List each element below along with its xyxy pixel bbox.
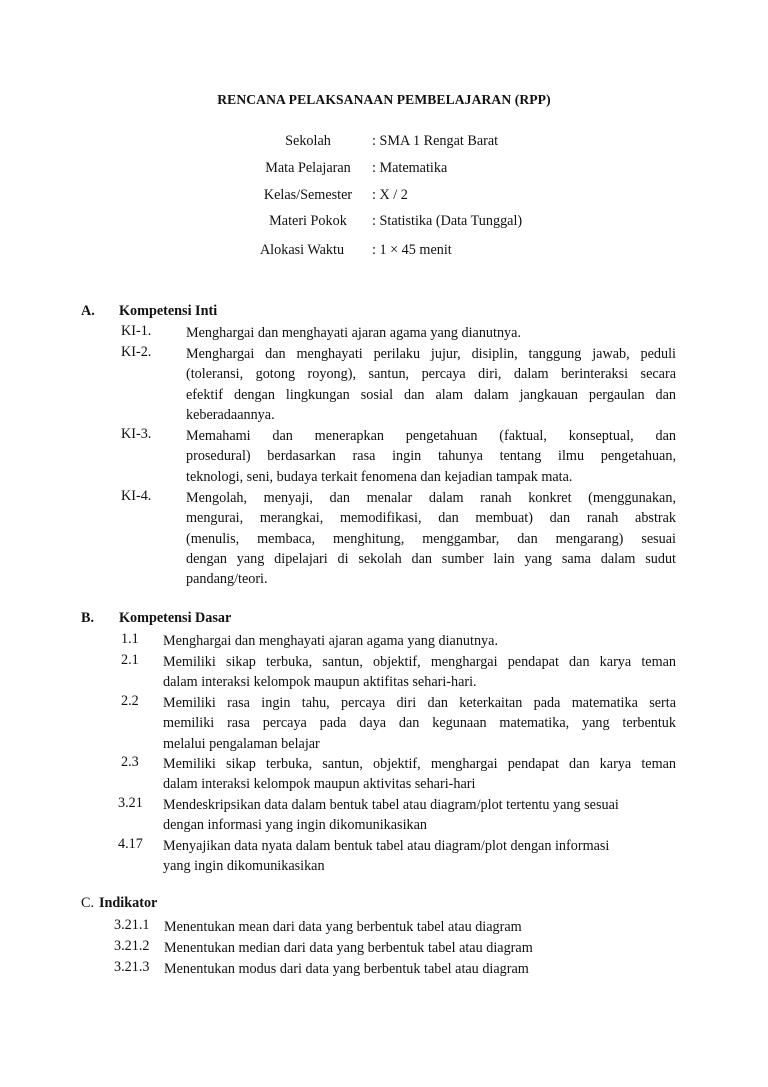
section-title: Kompetensi Inti bbox=[119, 303, 218, 319]
item-line: (toleransi, gotong royong), santun, percaya diri, dalam berinteraksi secara bbox=[186, 366, 676, 383]
item-number: 3.21.3 bbox=[114, 959, 150, 975]
item-line: Memiliki sikap terbuka, santun, objektif, menghargai pendapat dan karya teman bbox=[163, 654, 676, 670]
item-line: prosedural) berdasarkan rasa ingin tahunya tentang ilmu pengetahuan, bbox=[186, 448, 676, 465]
item-line: Menentukan modus dari data yang berbentuk tabel atau diagram bbox=[164, 961, 529, 977]
item-number: 2.3 bbox=[121, 754, 139, 770]
item-number: 3.21.1 bbox=[114, 917, 150, 933]
section-letter: C. bbox=[81, 895, 95, 911]
meta-value: : Statistika (Data Tunggal) bbox=[372, 213, 523, 229]
item-line: Menyajikan data nyata dalam bentuk tabel atau diagram/plot dengan informasi bbox=[163, 838, 610, 854]
item-line: melalui pengalaman belajar bbox=[163, 735, 320, 752]
meta-value: : Matematika bbox=[372, 160, 448, 176]
meta-row-mata-pelajaran bbox=[248, 160, 688, 180]
item-line: dalam interaksi kelompok maupun aktivitas sehari-hari bbox=[163, 776, 476, 793]
item-number: KI-2. bbox=[121, 344, 152, 360]
meta-value: : SMA 1 Rengat Barat bbox=[372, 133, 499, 149]
item-line: Menentukan median dari data yang berbentuk tabel atau diagram bbox=[164, 940, 533, 956]
meta-row-materi-pokok bbox=[248, 213, 688, 233]
item-line: Menghargai dan menghayati ajaran agama yang dianutnya. bbox=[186, 325, 521, 341]
section-title: Indikator bbox=[99, 895, 158, 911]
item-line: efektif dengan lingkungan sosial dan alam dalam jangkauan pergaulan dan bbox=[186, 386, 676, 403]
meta-key: Mata Pelajaran bbox=[265, 160, 351, 176]
item-line: keberadaannya. bbox=[186, 406, 275, 423]
item-line: mengurai, merangkai, memodifikasi, dan membuat) dan ranah abstrak bbox=[186, 510, 676, 527]
section-letter: A. bbox=[81, 303, 95, 319]
item-line: Menentukan mean dari data yang berbentuk tabel atau diagram bbox=[164, 919, 522, 935]
section-heading-c bbox=[81, 895, 157, 912]
item-number: KI-1. bbox=[121, 323, 152, 339]
item-number: KI-4. bbox=[121, 488, 152, 504]
item-number: KI-3. bbox=[121, 426, 152, 442]
meta-key: Kelas/Semester bbox=[263, 187, 353, 203]
item-number: 2.2 bbox=[121, 693, 139, 709]
section-letter: B. bbox=[81, 610, 95, 626]
item-line: yang ingin dikomunikasikan bbox=[163, 858, 325, 875]
item-line: pandang/teori. bbox=[186, 571, 268, 588]
item-line: memiliki rasa percaya pada daya dan kegunaan matematika, yang terbentuk bbox=[163, 715, 676, 732]
item-line: Memahami dan menerapkan pengetahuan (faktual, konseptual, dan bbox=[186, 428, 676, 444]
meta-value: : 1 × 45 menit bbox=[372, 242, 452, 258]
item-line: teknologi, seni, budaya terkait fenomena dan kejadian tampak mata. bbox=[186, 468, 573, 485]
section-heading-b bbox=[81, 610, 231, 627]
meta-key: Materi Pokok bbox=[269, 213, 347, 229]
item-line: (menulis, membaca, menghitung, menggambar, dan mengarang) sesuai bbox=[186, 530, 676, 547]
item-number: 2.1 bbox=[121, 652, 139, 668]
item-line: Mendeskripsikan data dalam bentuk tabel atau diagram/plot tertentu yang sesuai bbox=[163, 797, 619, 813]
meta-row-kelas-semester bbox=[248, 187, 688, 207]
meta-row-sekolah bbox=[248, 133, 688, 153]
item-line: Memiliki sikap terbuka, santun, objektif, menghargai pendapat dan karya teman bbox=[163, 756, 676, 772]
meta-row-alokasi-waktu bbox=[248, 242, 688, 262]
item-number: 3.21.2 bbox=[114, 938, 150, 954]
item-line: Mengolah, menyaji, dan menalar dalam ranah konkret (menggunakan, bbox=[186, 490, 676, 506]
item-line: Menghargai dan menghayati ajaran agama yang dianutnya. bbox=[163, 633, 498, 649]
item-line: dengan informasi yang ingin dikomunikasikan bbox=[163, 817, 427, 834]
section-heading-a bbox=[81, 303, 217, 320]
meta-value: : X / 2 bbox=[372, 187, 408, 203]
item-line: Menghargai dan menghayati perilaku jujur, disiplin, tanggung jawab, peduli bbox=[186, 346, 676, 362]
item-number: 3.21 bbox=[118, 795, 143, 811]
section-title: Kompetensi Dasar bbox=[119, 610, 232, 626]
meta-key: Sekolah bbox=[285, 133, 331, 149]
item-line: dengan yang dipelajari di sekolah dan sumber lain yang sama dalam sudut bbox=[186, 550, 676, 567]
page-title: RENCANA PELAKSANAAN PEMBELAJARAN (RPP) bbox=[217, 92, 551, 107]
item-line: Memiliki rasa ingin tahu, percaya diri dan keterkaitan pada matematika serta bbox=[163, 695, 676, 711]
item-number: 4.17 bbox=[118, 836, 143, 852]
item-number: 1.1 bbox=[121, 631, 139, 647]
item-line: dalam interaksi kelompok maupun aktifitas sehari-hari. bbox=[163, 674, 477, 691]
meta-key: Alokasi Waktu bbox=[259, 242, 345, 258]
